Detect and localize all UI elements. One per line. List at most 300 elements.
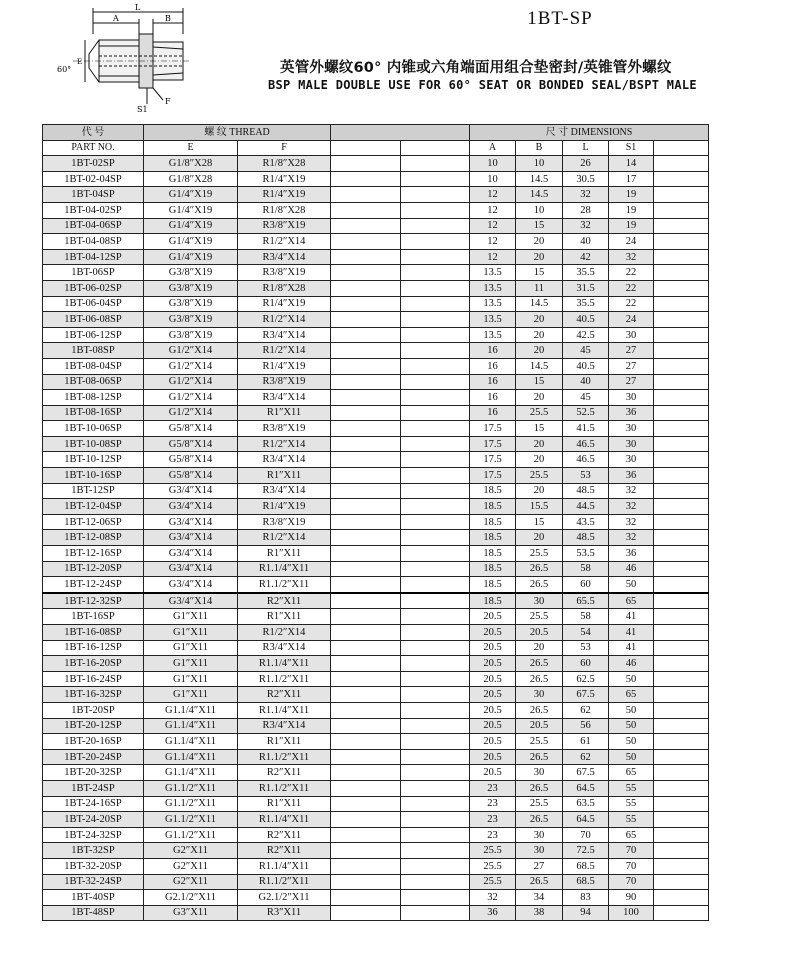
- blank-cell: [654, 514, 709, 530]
- cell-l: 60: [563, 656, 609, 672]
- cell-a: 23: [470, 796, 516, 812]
- blank-cell: [654, 874, 709, 890]
- cell-b: 25.5: [516, 734, 563, 750]
- cell-e: G3/4″X14: [144, 577, 238, 593]
- table-row: [43, 687, 709, 703]
- blank-cell: [401, 812, 470, 828]
- blank-cell: [331, 202, 401, 218]
- cell-e: G1″X11: [144, 671, 238, 687]
- cell-a: 16: [470, 358, 516, 374]
- blank-cell: [331, 187, 401, 203]
- cell-s1: 70: [609, 858, 654, 874]
- cell-a: 20.5: [470, 765, 516, 781]
- cell-b: 15: [516, 374, 563, 390]
- cell-part: 1BT-20SP: [43, 702, 144, 718]
- blank-cell: [331, 874, 401, 890]
- cell-part: 1BT-16SP: [43, 609, 144, 625]
- cell-l: 62: [563, 749, 609, 765]
- cell-l: 40: [563, 234, 609, 250]
- cell-e: G1/4″X19: [144, 249, 238, 265]
- blank-cell: [401, 187, 470, 203]
- cell-s1: 27: [609, 343, 654, 359]
- blank-cell: [401, 499, 470, 515]
- cell-s1: 32: [609, 530, 654, 546]
- blank-cell: [331, 561, 401, 577]
- sub-f-header: F: [238, 140, 331, 156]
- cell-e: G1″X11: [144, 625, 238, 641]
- cell-part: 1BT-10-16SP: [43, 468, 144, 484]
- cell-f: R1/4″X19: [238, 171, 331, 187]
- cell-b: 20: [516, 452, 563, 468]
- cell-f: R1/4″X19: [238, 187, 331, 203]
- cell-a: 17.5: [470, 421, 516, 437]
- cell-b: 10: [516, 156, 563, 172]
- angle-label: 60°: [57, 65, 72, 74]
- blank-cell: [401, 296, 470, 312]
- sub-part-header: PART NO.: [43, 140, 144, 156]
- sub-s1-header: S1: [609, 140, 654, 156]
- cell-e: G3/4″X14: [144, 561, 238, 577]
- dim-a-label: A: [113, 14, 119, 23]
- sub-b-header: B: [516, 140, 563, 156]
- blank-cell: [654, 171, 709, 187]
- cell-part: 1BT-10-12SP: [43, 452, 144, 468]
- cell-a: 12: [470, 187, 516, 203]
- cell-a: 20.5: [470, 625, 516, 641]
- blank-cell: [331, 593, 401, 609]
- cell-b: 14.5: [516, 358, 563, 374]
- dim-f-label: F: [165, 97, 171, 106]
- blank-cell: [654, 374, 709, 390]
- cell-s1: 32: [609, 514, 654, 530]
- cell-part: 1BT-32SP: [43, 843, 144, 859]
- blank-cell: [654, 656, 709, 672]
- cell-a: 18.5: [470, 483, 516, 499]
- cell-s1: 50: [609, 702, 654, 718]
- cell-f: R1/4″X19: [238, 358, 331, 374]
- blank-cell: [401, 202, 470, 218]
- table-row: [43, 249, 709, 265]
- cell-a: 23: [470, 780, 516, 796]
- blank-cell: [654, 687, 709, 703]
- cell-e: G1″X11: [144, 687, 238, 703]
- cell-e: G1/4″X19: [144, 187, 238, 203]
- cell-e: G3/8″X19: [144, 280, 238, 296]
- cell-s1: 22: [609, 296, 654, 312]
- cell-l: 58: [563, 609, 609, 625]
- cell-l: 42: [563, 249, 609, 265]
- cell-f: R1.1/4″X11: [238, 858, 331, 874]
- cell-a: 18.5: [470, 577, 516, 593]
- blank-cell: [654, 218, 709, 234]
- table-row: [43, 656, 709, 672]
- blank-cell: [654, 577, 709, 593]
- cell-a: 23: [470, 827, 516, 843]
- cell-e: G1/4″X19: [144, 234, 238, 250]
- cell-l: 40.5: [563, 312, 609, 328]
- cell-a: 17.5: [470, 468, 516, 484]
- cell-part: 1BT-12-08SP: [43, 530, 144, 546]
- table-row: [43, 202, 709, 218]
- blank-cell: [331, 280, 401, 296]
- table-row: [43, 343, 709, 359]
- blank-cell: [654, 734, 709, 750]
- cell-e: G1.1/2″X11: [144, 827, 238, 843]
- cell-e: G1/4″X19: [144, 202, 238, 218]
- blank-cell: [331, 905, 401, 921]
- cell-a: 18.5: [470, 514, 516, 530]
- table-row: [43, 374, 709, 390]
- cell-e: G1/2″X14: [144, 405, 238, 421]
- table-row: [43, 827, 709, 843]
- cell-part: 1BT-16-08SP: [43, 625, 144, 641]
- cell-e: G3/4″X14: [144, 530, 238, 546]
- cell-f: R1.1/4″X11: [238, 702, 331, 718]
- cell-l: 65.5: [563, 593, 609, 609]
- cell-e: G1.1/4″X11: [144, 749, 238, 765]
- blank-cell: [654, 640, 709, 656]
- cell-part: 1BT-24-20SP: [43, 812, 144, 828]
- blank-cell: [654, 343, 709, 359]
- cell-l: 62: [563, 702, 609, 718]
- cell-l: 40.5: [563, 358, 609, 374]
- blank-cell: [331, 702, 401, 718]
- blank-cell: [654, 405, 709, 421]
- cell-part: 1BT-20-16SP: [43, 734, 144, 750]
- cell-f: R1.1/2″X11: [238, 874, 331, 890]
- blank-cell: [401, 702, 470, 718]
- cell-b: 26.5: [516, 702, 563, 718]
- blank-cell: [331, 296, 401, 312]
- cell-part: 1BT-06-04SP: [43, 296, 144, 312]
- cell-l: 30.5: [563, 171, 609, 187]
- blank-cell: [331, 812, 401, 828]
- blank-cell: [401, 530, 470, 546]
- blank-cell: [331, 625, 401, 641]
- col-code-header: 代 号: [43, 125, 144, 141]
- cell-e: G1/2″X14: [144, 390, 238, 406]
- blank-cell: [654, 671, 709, 687]
- table-row: [43, 843, 709, 859]
- table-row: [43, 812, 709, 828]
- cell-part: 1BT-32-20SP: [43, 858, 144, 874]
- col-blank-header: [331, 125, 470, 141]
- blank-cell: [401, 671, 470, 687]
- cell-s1: 41: [609, 640, 654, 656]
- cell-b: 20.5: [516, 625, 563, 641]
- cell-f: R1″X11: [238, 796, 331, 812]
- table-row: [43, 358, 709, 374]
- cell-f: R1/2″X14: [238, 436, 331, 452]
- blank-cell: [654, 905, 709, 921]
- cell-part: 1BT-24-16SP: [43, 796, 144, 812]
- cell-b: 20: [516, 327, 563, 343]
- cell-a: 12: [470, 218, 516, 234]
- blank-cell: [654, 234, 709, 250]
- blank-cell: [654, 499, 709, 515]
- sub-blank-3: [654, 140, 709, 156]
- table-row: [43, 780, 709, 796]
- blank-cell: [331, 687, 401, 703]
- cell-f: R2″X11: [238, 827, 331, 843]
- cell-b: 26.5: [516, 874, 563, 890]
- cell-l: 35.5: [563, 265, 609, 281]
- cell-e: G3/4″X14: [144, 483, 238, 499]
- cell-a: 12: [470, 202, 516, 218]
- cell-part: 1BT-08SP: [43, 343, 144, 359]
- blank-cell: [401, 421, 470, 437]
- blank-cell: [401, 358, 470, 374]
- cell-s1: 19: [609, 187, 654, 203]
- blank-cell: [401, 874, 470, 890]
- cell-s1: 55: [609, 796, 654, 812]
- cell-f: R1/8″X28: [238, 280, 331, 296]
- blank-cell: [654, 436, 709, 452]
- cell-s1: 100: [609, 905, 654, 921]
- cell-a: 16: [470, 390, 516, 406]
- cell-l: 26: [563, 156, 609, 172]
- cell-e: G5/8″X14: [144, 421, 238, 437]
- cell-part: 1BT-12-16SP: [43, 546, 144, 562]
- table-row: [43, 280, 709, 296]
- table-row: [43, 390, 709, 406]
- col-dims-header: 尺 寸 DIMENSIONS: [470, 125, 709, 141]
- cell-part: 1BT-12-32SP: [43, 593, 144, 609]
- blank-cell: [331, 843, 401, 859]
- cell-e: G1.1/2″X11: [144, 812, 238, 828]
- cell-part: 1BT-20-12SP: [43, 718, 144, 734]
- sub-blank-2: [401, 140, 470, 156]
- cell-s1: 30: [609, 452, 654, 468]
- cell-b: 26.5: [516, 561, 563, 577]
- blank-cell: [654, 625, 709, 641]
- cell-b: 15: [516, 218, 563, 234]
- sub-l-header: L: [563, 140, 609, 156]
- cell-f: R3/4″X14: [238, 452, 331, 468]
- cell-b: 25.5: [516, 609, 563, 625]
- blank-cell: [654, 202, 709, 218]
- cell-a: 20.5: [470, 671, 516, 687]
- cell-l: 64.5: [563, 780, 609, 796]
- table-row: [43, 234, 709, 250]
- blank-cell: [654, 530, 709, 546]
- cell-e: G3/4″X14: [144, 593, 238, 609]
- cell-a: 25.5: [470, 874, 516, 890]
- cell-l: 67.5: [563, 765, 609, 781]
- cell-a: 18.5: [470, 593, 516, 609]
- blank-cell: [331, 390, 401, 406]
- cell-l: 62.5: [563, 671, 609, 687]
- blank-cell: [401, 327, 470, 343]
- blank-cell: [401, 609, 470, 625]
- cell-part: 1BT-12-04SP: [43, 499, 144, 515]
- blank-cell: [331, 327, 401, 343]
- cell-e: G3/8″X19: [144, 265, 238, 281]
- cell-f: R1.1/4″X11: [238, 561, 331, 577]
- table-row: [43, 530, 709, 546]
- blank-cell: [401, 218, 470, 234]
- blank-cell: [331, 718, 401, 734]
- cell-a: 25.5: [470, 843, 516, 859]
- cell-a: 13.5: [470, 280, 516, 296]
- cell-l: 68.5: [563, 858, 609, 874]
- blank-cell: [331, 640, 401, 656]
- cell-part: 1BT-16-12SP: [43, 640, 144, 656]
- table-row: [43, 468, 709, 484]
- cell-part: 1BT-04-02SP: [43, 202, 144, 218]
- table-row: [43, 609, 709, 625]
- cell-b: 30: [516, 765, 563, 781]
- cell-s1: 65: [609, 827, 654, 843]
- cell-s1: 41: [609, 609, 654, 625]
- blank-cell: [401, 780, 470, 796]
- table-row: [43, 171, 709, 187]
- cell-b: 15: [516, 265, 563, 281]
- table-row: [43, 296, 709, 312]
- blank-cell: [654, 593, 709, 609]
- cell-a: 13.5: [470, 296, 516, 312]
- cell-b: 34: [516, 890, 563, 906]
- cell-f: R2″X11: [238, 765, 331, 781]
- blank-cell: [401, 452, 470, 468]
- blank-cell: [331, 374, 401, 390]
- cell-s1: 50: [609, 671, 654, 687]
- cell-l: 61: [563, 734, 609, 750]
- cell-a: 23: [470, 812, 516, 828]
- cell-b: 14.5: [516, 171, 563, 187]
- header-row: [43, 125, 709, 141]
- blank-cell: [654, 421, 709, 437]
- cell-b: 26.5: [516, 577, 563, 593]
- blank-cell: [401, 749, 470, 765]
- cell-e: G3/4″X14: [144, 514, 238, 530]
- cell-l: 63.5: [563, 796, 609, 812]
- cell-s1: 50: [609, 577, 654, 593]
- cell-s1: 30: [609, 390, 654, 406]
- cell-l: 53.5: [563, 546, 609, 562]
- cell-a: 16: [470, 374, 516, 390]
- blank-cell: [401, 468, 470, 484]
- cell-f: R1″X11: [238, 546, 331, 562]
- blank-cell: [654, 749, 709, 765]
- cell-l: 56: [563, 718, 609, 734]
- cell-f: R1/4″X19: [238, 296, 331, 312]
- cell-s1: 41: [609, 625, 654, 641]
- cell-f: R3/8″X19: [238, 374, 331, 390]
- cell-l: 42.5: [563, 327, 609, 343]
- table-row: [43, 187, 709, 203]
- cell-part: 1BT-10-06SP: [43, 421, 144, 437]
- cell-b: 20: [516, 390, 563, 406]
- blank-cell: [401, 796, 470, 812]
- cell-l: 54: [563, 625, 609, 641]
- cell-e: G1″X11: [144, 609, 238, 625]
- cell-l: 68.5: [563, 874, 609, 890]
- cell-part: 1BT-16-20SP: [43, 656, 144, 672]
- cell-f: R2″X11: [238, 593, 331, 609]
- blank-cell: [401, 561, 470, 577]
- cell-l: 48.5: [563, 530, 609, 546]
- blank-cell: [331, 343, 401, 359]
- cell-e: G5/8″X14: [144, 452, 238, 468]
- blank-cell: [654, 843, 709, 859]
- blank-cell: [331, 171, 401, 187]
- cell-l: 45: [563, 390, 609, 406]
- cell-a: 16: [470, 343, 516, 359]
- table-row: [43, 702, 709, 718]
- dim-s1-label: S1: [137, 105, 148, 114]
- cell-l: 41.5: [563, 421, 609, 437]
- cell-b: 20: [516, 436, 563, 452]
- table-row: [43, 561, 709, 577]
- cell-l: 70: [563, 827, 609, 843]
- cell-a: 25.5: [470, 858, 516, 874]
- blank-cell: [401, 858, 470, 874]
- cell-e: G2″X11: [144, 874, 238, 890]
- blank-cell: [401, 687, 470, 703]
- blank-cell: [654, 296, 709, 312]
- cell-f: R3/8″X19: [238, 421, 331, 437]
- blank-cell: [654, 249, 709, 265]
- cell-l: 48.5: [563, 483, 609, 499]
- cell-s1: 14: [609, 156, 654, 172]
- dim-e-label: E: [77, 58, 83, 66]
- cell-l: 44.5: [563, 499, 609, 515]
- blank-cell: [331, 218, 401, 234]
- spec-table: [42, 124, 709, 921]
- cell-a: 18.5: [470, 546, 516, 562]
- cell-b: 25.5: [516, 796, 563, 812]
- table-row: [43, 640, 709, 656]
- blank-cell: [654, 187, 709, 203]
- cell-e: G2″X11: [144, 858, 238, 874]
- table-row: [43, 546, 709, 562]
- cell-a: 13.5: [470, 265, 516, 281]
- cell-b: 20: [516, 640, 563, 656]
- blank-cell: [401, 390, 470, 406]
- cell-l: 46.5: [563, 452, 609, 468]
- cell-a: 20.5: [470, 609, 516, 625]
- blank-cell: [331, 577, 401, 593]
- dim-l-label: L: [135, 4, 141, 12]
- blank-cell: [401, 265, 470, 281]
- cell-l: 58: [563, 561, 609, 577]
- blank-cell: [331, 514, 401, 530]
- cell-f: G2.1/2″X11: [238, 890, 331, 906]
- cell-f: R1.1/2″X11: [238, 577, 331, 593]
- blank-cell: [654, 546, 709, 562]
- cell-e: G5/8″X14: [144, 468, 238, 484]
- model-number: 1BT-SP: [527, 8, 593, 29]
- cell-s1: 50: [609, 749, 654, 765]
- subheader-row: [43, 140, 709, 156]
- cell-e: G1″X11: [144, 640, 238, 656]
- table-row: [43, 593, 709, 609]
- sub-blank-1: [331, 140, 401, 156]
- cell-part: 1BT-04-12SP: [43, 249, 144, 265]
- cell-e: G1″X11: [144, 656, 238, 672]
- cell-f: R2″X11: [238, 687, 331, 703]
- cell-b: 26.5: [516, 780, 563, 796]
- fitting-drawing: [55, 4, 205, 116]
- cell-f: R3″X11: [238, 905, 331, 921]
- cell-f: R1.1/2″X11: [238, 749, 331, 765]
- cell-b: 26.5: [516, 671, 563, 687]
- cell-l: 67.5: [563, 687, 609, 703]
- blank-cell: [331, 749, 401, 765]
- blank-cell: [331, 530, 401, 546]
- cell-f: R1.1/4″X11: [238, 656, 331, 672]
